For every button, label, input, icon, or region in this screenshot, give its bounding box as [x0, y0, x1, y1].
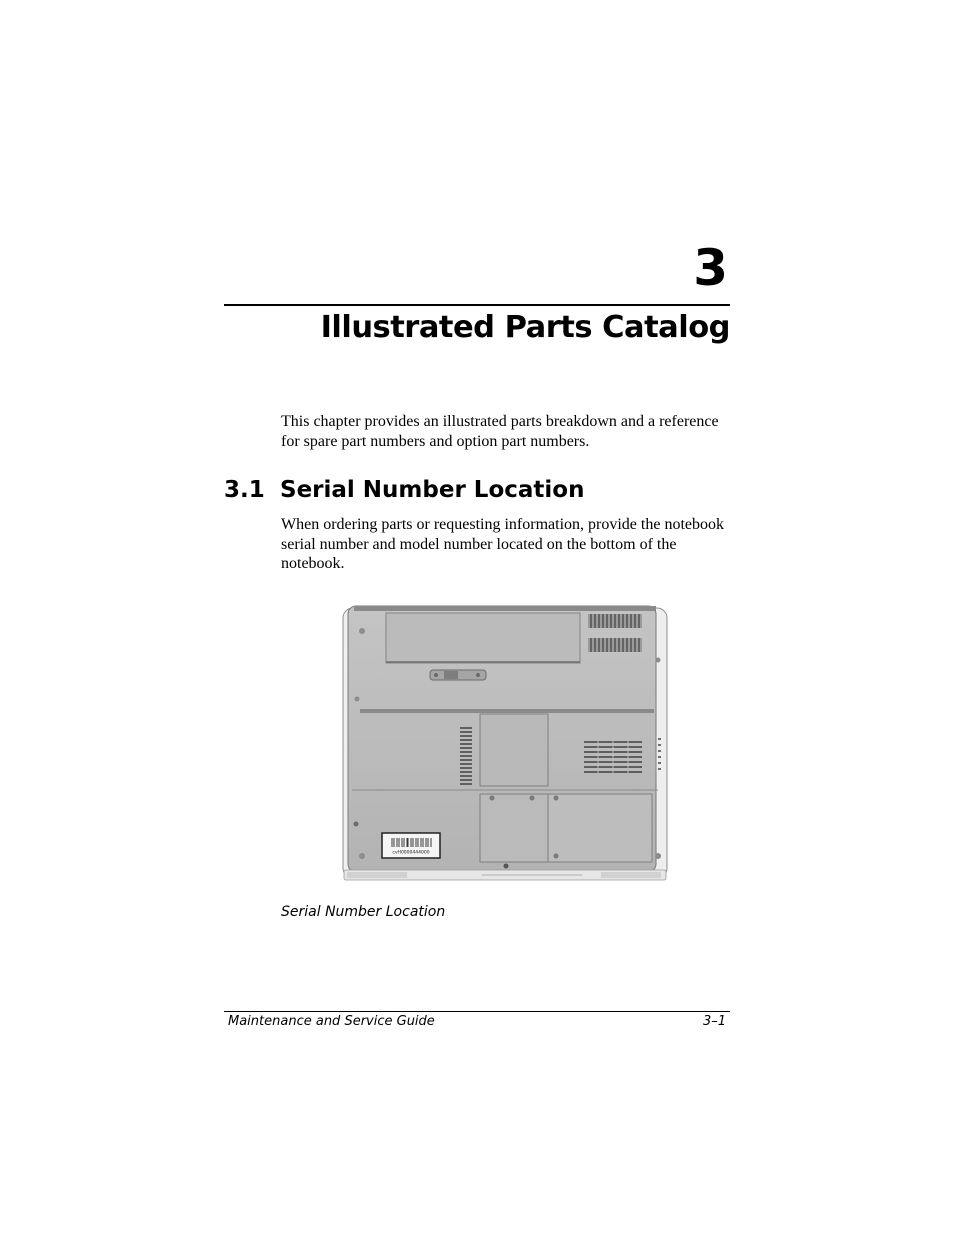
footer-guide-title: Maintenance and Service Guide [228, 1014, 435, 1029]
serial-label-text: cvH0000444000 [392, 850, 430, 856]
section-paragraph: When ordering parts or requesting information, provide the notebook serial number and model number located on the bottom of the notebook. [281, 516, 724, 572]
footer-divider [224, 1011, 730, 1012]
figure-caption: Serial Number Location [281, 904, 446, 920]
notebook-bottom-figure [342, 604, 668, 882]
chapter-divider [224, 304, 730, 306]
section-heading [224, 474, 584, 506]
footer-page-number: 3–1 [702, 1014, 726, 1029]
section-title: Serial Number Location [280, 477, 585, 503]
chapter-title: Illustrated Parts Catalog [320, 310, 730, 345]
chapter-number: 3 [693, 239, 728, 297]
section-number: 3.1 [224, 477, 265, 503]
intro-paragraph: This chapter provides an illustrated parts breakdown and a reference for spare part numbers and option part numbers. [281, 413, 719, 450]
